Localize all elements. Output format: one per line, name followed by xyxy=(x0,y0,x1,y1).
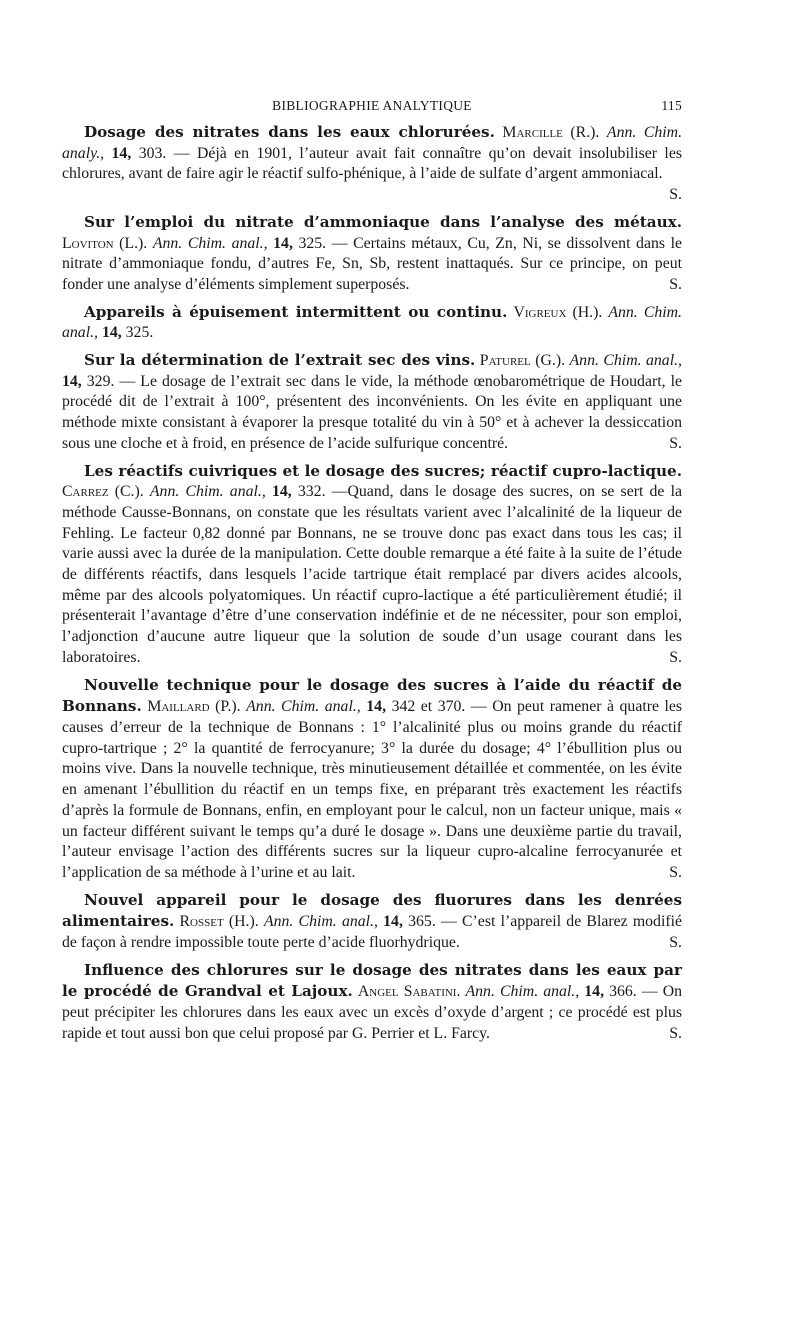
entry-journal: Ann. Chim. analy., xyxy=(62,124,683,162)
entry-body: — Certains métaux, Cu, Zn, Ni, se dissolvent dans le nitrate d’ammoniaque fondu, d’autres Fe, Sn, Sb, restent inattaqués. Sur ce principe, on peut fonder une analyse d’éléments simplement superposés. xyxy=(62,234,682,293)
entry-volume: 14, xyxy=(62,372,82,390)
entry-volume: 14, xyxy=(273,234,293,252)
entry-volume: 14, xyxy=(111,144,132,162)
entry-volume: 14, xyxy=(101,324,122,342)
entry-pages: 329. xyxy=(86,372,115,390)
entry-author: Paturel (G.). xyxy=(479,352,566,370)
entry-body: — Déjà en 1901, l’auteur avait fait connaître qu’on devait insolubiliser les chlorures, avant de faire agir le réactif sulfo-phénique, à l’aide de sulfate d’argent ammoniacal. xyxy=(62,144,682,183)
entry-author: Rosset (H.). xyxy=(179,913,259,931)
entry-author: Marcille (R.). xyxy=(502,124,600,141)
entry-title: Nouvel appareil pour le dosage des fluorures dans les denrées alimentaires. xyxy=(62,890,682,931)
entry-pages: 325. xyxy=(298,234,327,252)
bibliography-entry xyxy=(62,122,682,206)
bibliography-list xyxy=(62,122,682,1045)
entry-pages: 325. xyxy=(125,324,154,342)
bibliography-entry xyxy=(62,350,682,455)
entry-body: — On peut précipiter les chlorures dans les eaux avec un excès d’oxyde d’argent ; ce procédé est plus rapide et tout aussi bon que celui proposé par G. Perrier et L. Farcy. xyxy=(62,983,683,1042)
entry-body: — On peut ramener à quatre les causes d’erreur de la technique de Bonnans : 1° l’alcalinité plus ou moins grande du réactif cupro-tartrique ; 2° la quantité de ferrocyanure; 3° la durée du dosage; 4° l’ébullition plus ou moins vive. Dans la nouvelle technique, très minutieusement détaillée et commentée, on les évite en amenant l’ébullition du réactif en un temps fixe, en préparant très exactement les réactifs d’après la formule de Bonnans, enfin, en employant pour le calcul, non un facteur unique, mais « un facteur différent suivant le temps qu’a duré le dosage ». Dans une deuxième partie du travail, l’auteur envisage l’action des différents sucres sur la liqueur cupro-alcaline ferrocyanurée et l’application de sa méthode à l’urine et au lait. xyxy=(62,698,683,881)
entry-signature: S. xyxy=(669,934,682,952)
entry-title: Nouvelle technique pour le dosage des sucres à l’aide du réactif de Bonnans. xyxy=(62,675,682,716)
entry-journal: Ann. Chim. anal., xyxy=(149,483,266,501)
entry-title: Sur la détermination de l’extrait sec des vins. xyxy=(84,351,476,370)
entry-pages: 303. xyxy=(138,144,167,162)
entry-pages: 365. xyxy=(408,913,436,931)
bibliography-entry xyxy=(62,461,682,669)
bibliography-entry xyxy=(62,675,682,884)
entry-title: Sur l’emploi du nitrate d’ammoniaque dans l’analyse des métaux. xyxy=(84,212,682,231)
entry-title: Influence des chlorures sur le dosage des nitrates dans les eaux par le procédé de Grandval et Lajoux. xyxy=(62,960,682,1001)
entry-signature: S. xyxy=(669,275,682,293)
entry-volume: 14, xyxy=(383,913,403,931)
entry-signature: S. xyxy=(669,863,682,881)
entry-signature: S. xyxy=(669,648,682,666)
running-title: BIBLIOGRAPHIE ANALYTIQUE xyxy=(272,98,472,113)
entry-journal: Ann. Chim. anal., xyxy=(263,913,378,931)
entry-signature: S. xyxy=(669,186,682,204)
entry-author: Carrez (C.). xyxy=(62,483,144,501)
entry-signature: S. xyxy=(669,1024,682,1042)
entry-pages: 366. xyxy=(609,983,637,1001)
entry-pages: 342 et 370. xyxy=(391,698,466,716)
entry-volume: 14, xyxy=(366,698,387,716)
bibliography-entry xyxy=(62,302,682,344)
entry-author: Loviton (L.). xyxy=(62,234,148,252)
entry-volume: 14, xyxy=(271,483,292,501)
entry-author: Vigreux (H.). xyxy=(513,303,603,321)
entry-journal: Ann. Chim. anal., xyxy=(465,983,580,1001)
entry-body: —Quand, dans le dosage des sucres, on se sert de la méthode Causse-Bonnans, on constate que les résultats varient avec l’alcalinité de la liqueur de Fehling. Le facteur 0,82 donné par Bonnans, ne se trouve donc pas exact dans tous les cas; il varie aussi avec la durée de la manipulation. Cette double remarque a été faite à la suite de l’étude de différents réactifs, dans lesquels l’acide tartrique était remplacé par divers acides alcools, même par des alcools polyatomiques. Un réactif cupro-lactique a été particulièrement étudié; il présenterait l’avantage d’être d’une conservation indéfinie et de ne nécessiter, pour son emploi, l’adjonction d’aucune autre liqueur que la solution de soude d’un usage courant dans les laboratoires. xyxy=(62,483,682,666)
entry-volume: 14, xyxy=(584,983,605,1001)
entry-body: — Le dosage de l’extrait sec dans le vide, la méthode œnobarométrique de Houdart, le procédé dit de l’extrait à 100°, présentent des inconvénients. On les évite en appliquant une méthode mixte consistant à évaporer la presque totalité du vin à 50° et à achever la dessiccation sous une cloche et à froid, en présence de l’acide sulfurique concentré. xyxy=(62,372,682,452)
bibliography-entry xyxy=(62,890,682,954)
entry-journal: Ann. Chim. anal., xyxy=(246,698,361,716)
entry-title: Dosage des nitrates dans les eaux chlorurées. xyxy=(84,123,495,141)
entry-signature: S. xyxy=(669,434,682,452)
entry-journal: Ann. Chim. anal., xyxy=(62,303,682,342)
entry-title: Les réactifs cuivriques et le dosage des sucres; réactif cupro-lactique. xyxy=(84,461,682,480)
bibliography-entry xyxy=(62,212,682,296)
entry-author: Maillard (P.). xyxy=(147,698,241,716)
page xyxy=(62,98,682,1051)
page-number: 115 xyxy=(661,98,682,113)
entry-journal: Ann. Chim. anal., xyxy=(152,234,268,252)
running-header xyxy=(62,98,682,122)
entry-body: — C’est l’appareil de Blarez modifié de façon à rendre impossible toute perte d’acide fluorhydrique. xyxy=(62,913,682,952)
entry-author: Angel Sabatini. xyxy=(357,983,461,1001)
entry-pages: 332. xyxy=(297,483,326,501)
bibliography-entry xyxy=(62,960,682,1045)
entry-title: Appareils à épuisement intermittent ou continu. xyxy=(84,302,508,321)
entry-journal: Ann. Chim. anal., xyxy=(569,352,682,370)
